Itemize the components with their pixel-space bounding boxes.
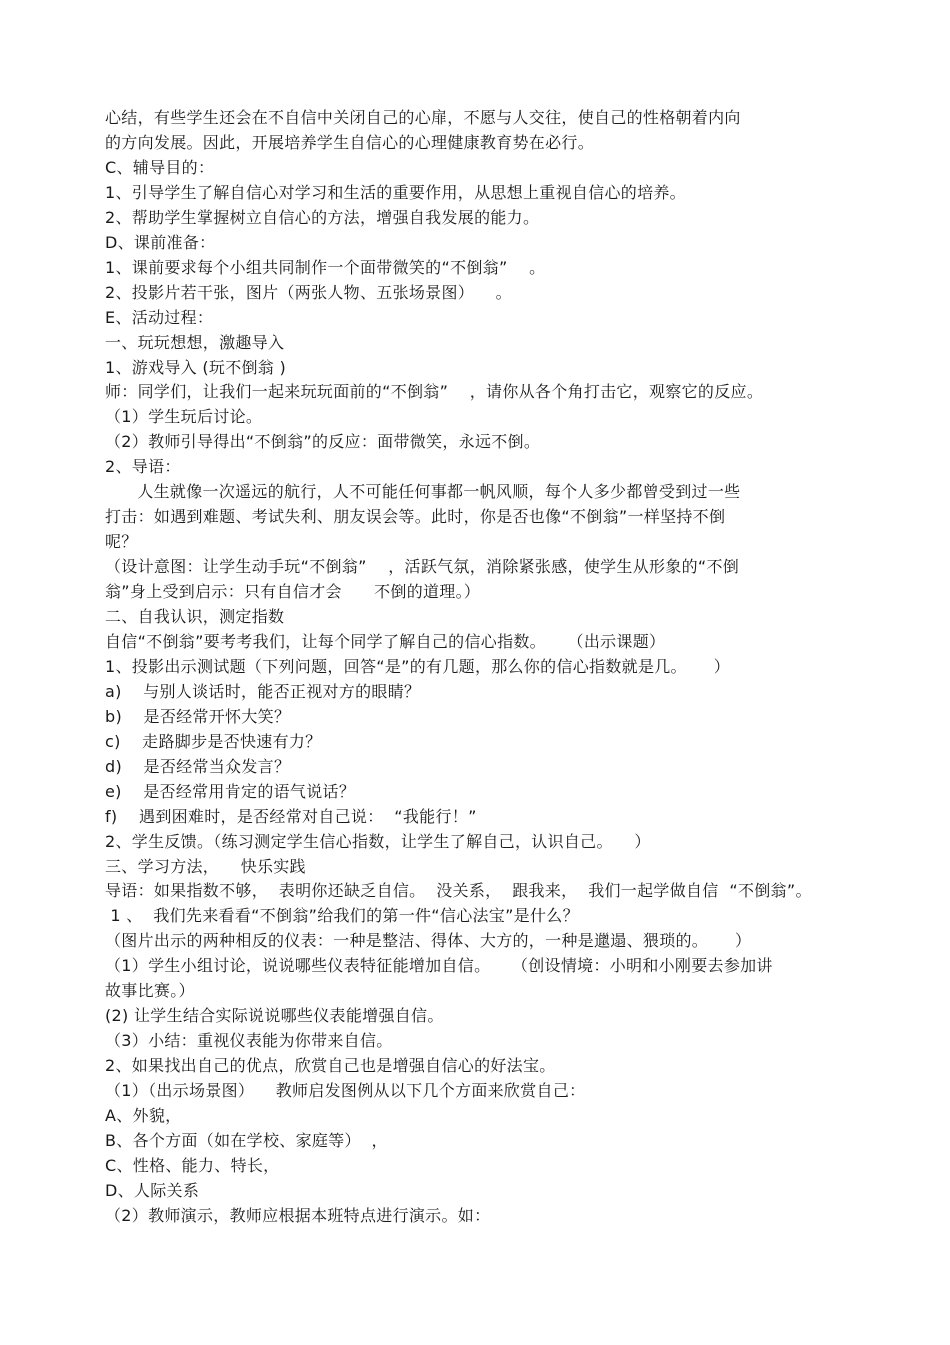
text-line: 二、自我认识，测定指数 <box>105 607 285 626</box>
text-line: （图片出示的两种相反的仪表：一种是整洁、得体、大方的，一种是邋遢、猥琐的。 ） <box>105 931 752 951</box>
text-line: 2、学生反馈。（练习测定学生信心指数，让学生了解自己，认识自己。 ） <box>105 831 651 851</box>
text-line: A、外貌， <box>105 1106 182 1125</box>
text-line: 导语：如果指数不够， 表明你还缺乏自信。 没关系， 跟我来， 我们一起学做自信 “不倒翁”。 <box>105 881 812 901</box>
text-line: 1 、 我们先来看看“不倒翁”给我们的第一件“信心法宝”是什么？ <box>105 906 579 926</box>
text-line: d) 是否经常当众发言？ <box>105 756 291 776</box>
text-line: （1）学生小组讨论，说说哪些仪表特征能增加自信。 （创设情境：小明和小刚要去参加讲 <box>105 956 773 976</box>
text-line: （1）（出示场景图） 教师启发图例从以下几个方面来欣赏自己： <box>105 1081 586 1100</box>
text-line: 呢？ <box>105 532 138 552</box>
text-line: C、性格、能力、特长， <box>105 1155 280 1175</box>
text-line: 2、投影片若干张，图片（两张人物、五张场景图） 。 <box>105 282 512 302</box>
text-line: 1、课前要求每个小组共同制作一个面带微笑的“不倒翁” 。 <box>105 257 546 277</box>
text-line: 师：同学们，让我们一起来玩玩面前的“不倒翁” ，请你从各个角打击它，观察它的反应。 <box>105 382 764 402</box>
text-line: c) 走路脚步是否快速有力？ <box>105 731 322 751</box>
text-line: B、各个方面（如在学校、家庭等） ， <box>105 1130 388 1150</box>
text-line: a) 与别人谈话时，能否正视对方的眼睛？ <box>105 681 421 701</box>
text-line: 的方向发展。因此，开展培养学生自信心的心理健康教育势在必行。 <box>105 132 595 152</box>
text-line: 1、游戏导入 (玩不倒翁 ) <box>105 357 287 377</box>
text-line: 2、导语： <box>105 457 181 477</box>
text-line: e) 是否经常用肯定的语气说话？ <box>105 781 356 801</box>
text-line: 翁”身上受到启示：只有自信才会 不倒的道理。） <box>105 582 481 601</box>
text-line: （2）教师引导得出“不倒翁”的反应：面带微笑，永远不倒。 <box>105 432 541 452</box>
text-line: 心结，有些学生还会在不自信中关闭自己的心扉，不愿与人交往，使自己的性格朝着内向 <box>105 108 741 127</box>
text-line: 故事比赛。） <box>105 981 195 1001</box>
text-line: 2、帮助学生掌握树立自信心的方法，增强自我发展的能力。 <box>105 207 540 227</box>
text-line: （3）小结：重视仪表能为你带来自信。 <box>105 1031 393 1051</box>
text-line: 打击：如遇到难题、考试失利、朋友误会等。此时，你是否也像“不倒翁”一样坚持不倒 <box>105 507 726 527</box>
text-line: D、人际关系 <box>105 1180 200 1200</box>
text-line: （设计意图：让学生动手玩“不倒翁” ，活跃气氛，消除紧张感，使学生从形象的“不倒 <box>105 557 740 577</box>
text-line: 2、如果找出自己的优点，欣赏自己也是增强自信心的好法宝。 <box>105 1056 556 1076</box>
text-line: 1、引导学生了解自信心对学习和生活的重要作用，从思想上重视自信心的培养。 <box>105 182 686 202</box>
text-line: (2) 让学生结合实际说说哪些仪表能增强自信。 <box>105 1006 444 1026</box>
text-line: 人生就像一次遥远的航行，人不可能任何事都一帆风顺，每个人多少都曾受到过一些 <box>105 482 741 502</box>
text-line: 1、投影出示测试题（下列问题，回答“是”的有几题，那么你的信心指数就是几。 ） <box>105 656 731 676</box>
text-line: 三、学习方法， 快乐实践 <box>105 856 306 876</box>
text-line: 自信“不倒翁”要考考我们，让每个同学了解自己的信心指数。 （出示课题） <box>105 631 666 651</box>
text-line: b) 是否经常开怀大笑？ <box>105 706 291 726</box>
text-line: E、活动过程： <box>105 307 214 327</box>
text-line: （1）学生玩后讨论。 <box>105 407 263 427</box>
text-line: f) 遇到困难时，是否经常对自己说： “我能行！” <box>105 806 477 826</box>
text-line: （2）教师演示，教师应根据本班特点进行演示。如： <box>105 1205 491 1225</box>
text-line: 一、玩玩想想，激趣导入 <box>105 332 285 352</box>
text-line: C、辅导目的： <box>105 157 215 177</box>
text-line: D、课前准备： <box>105 232 216 252</box>
